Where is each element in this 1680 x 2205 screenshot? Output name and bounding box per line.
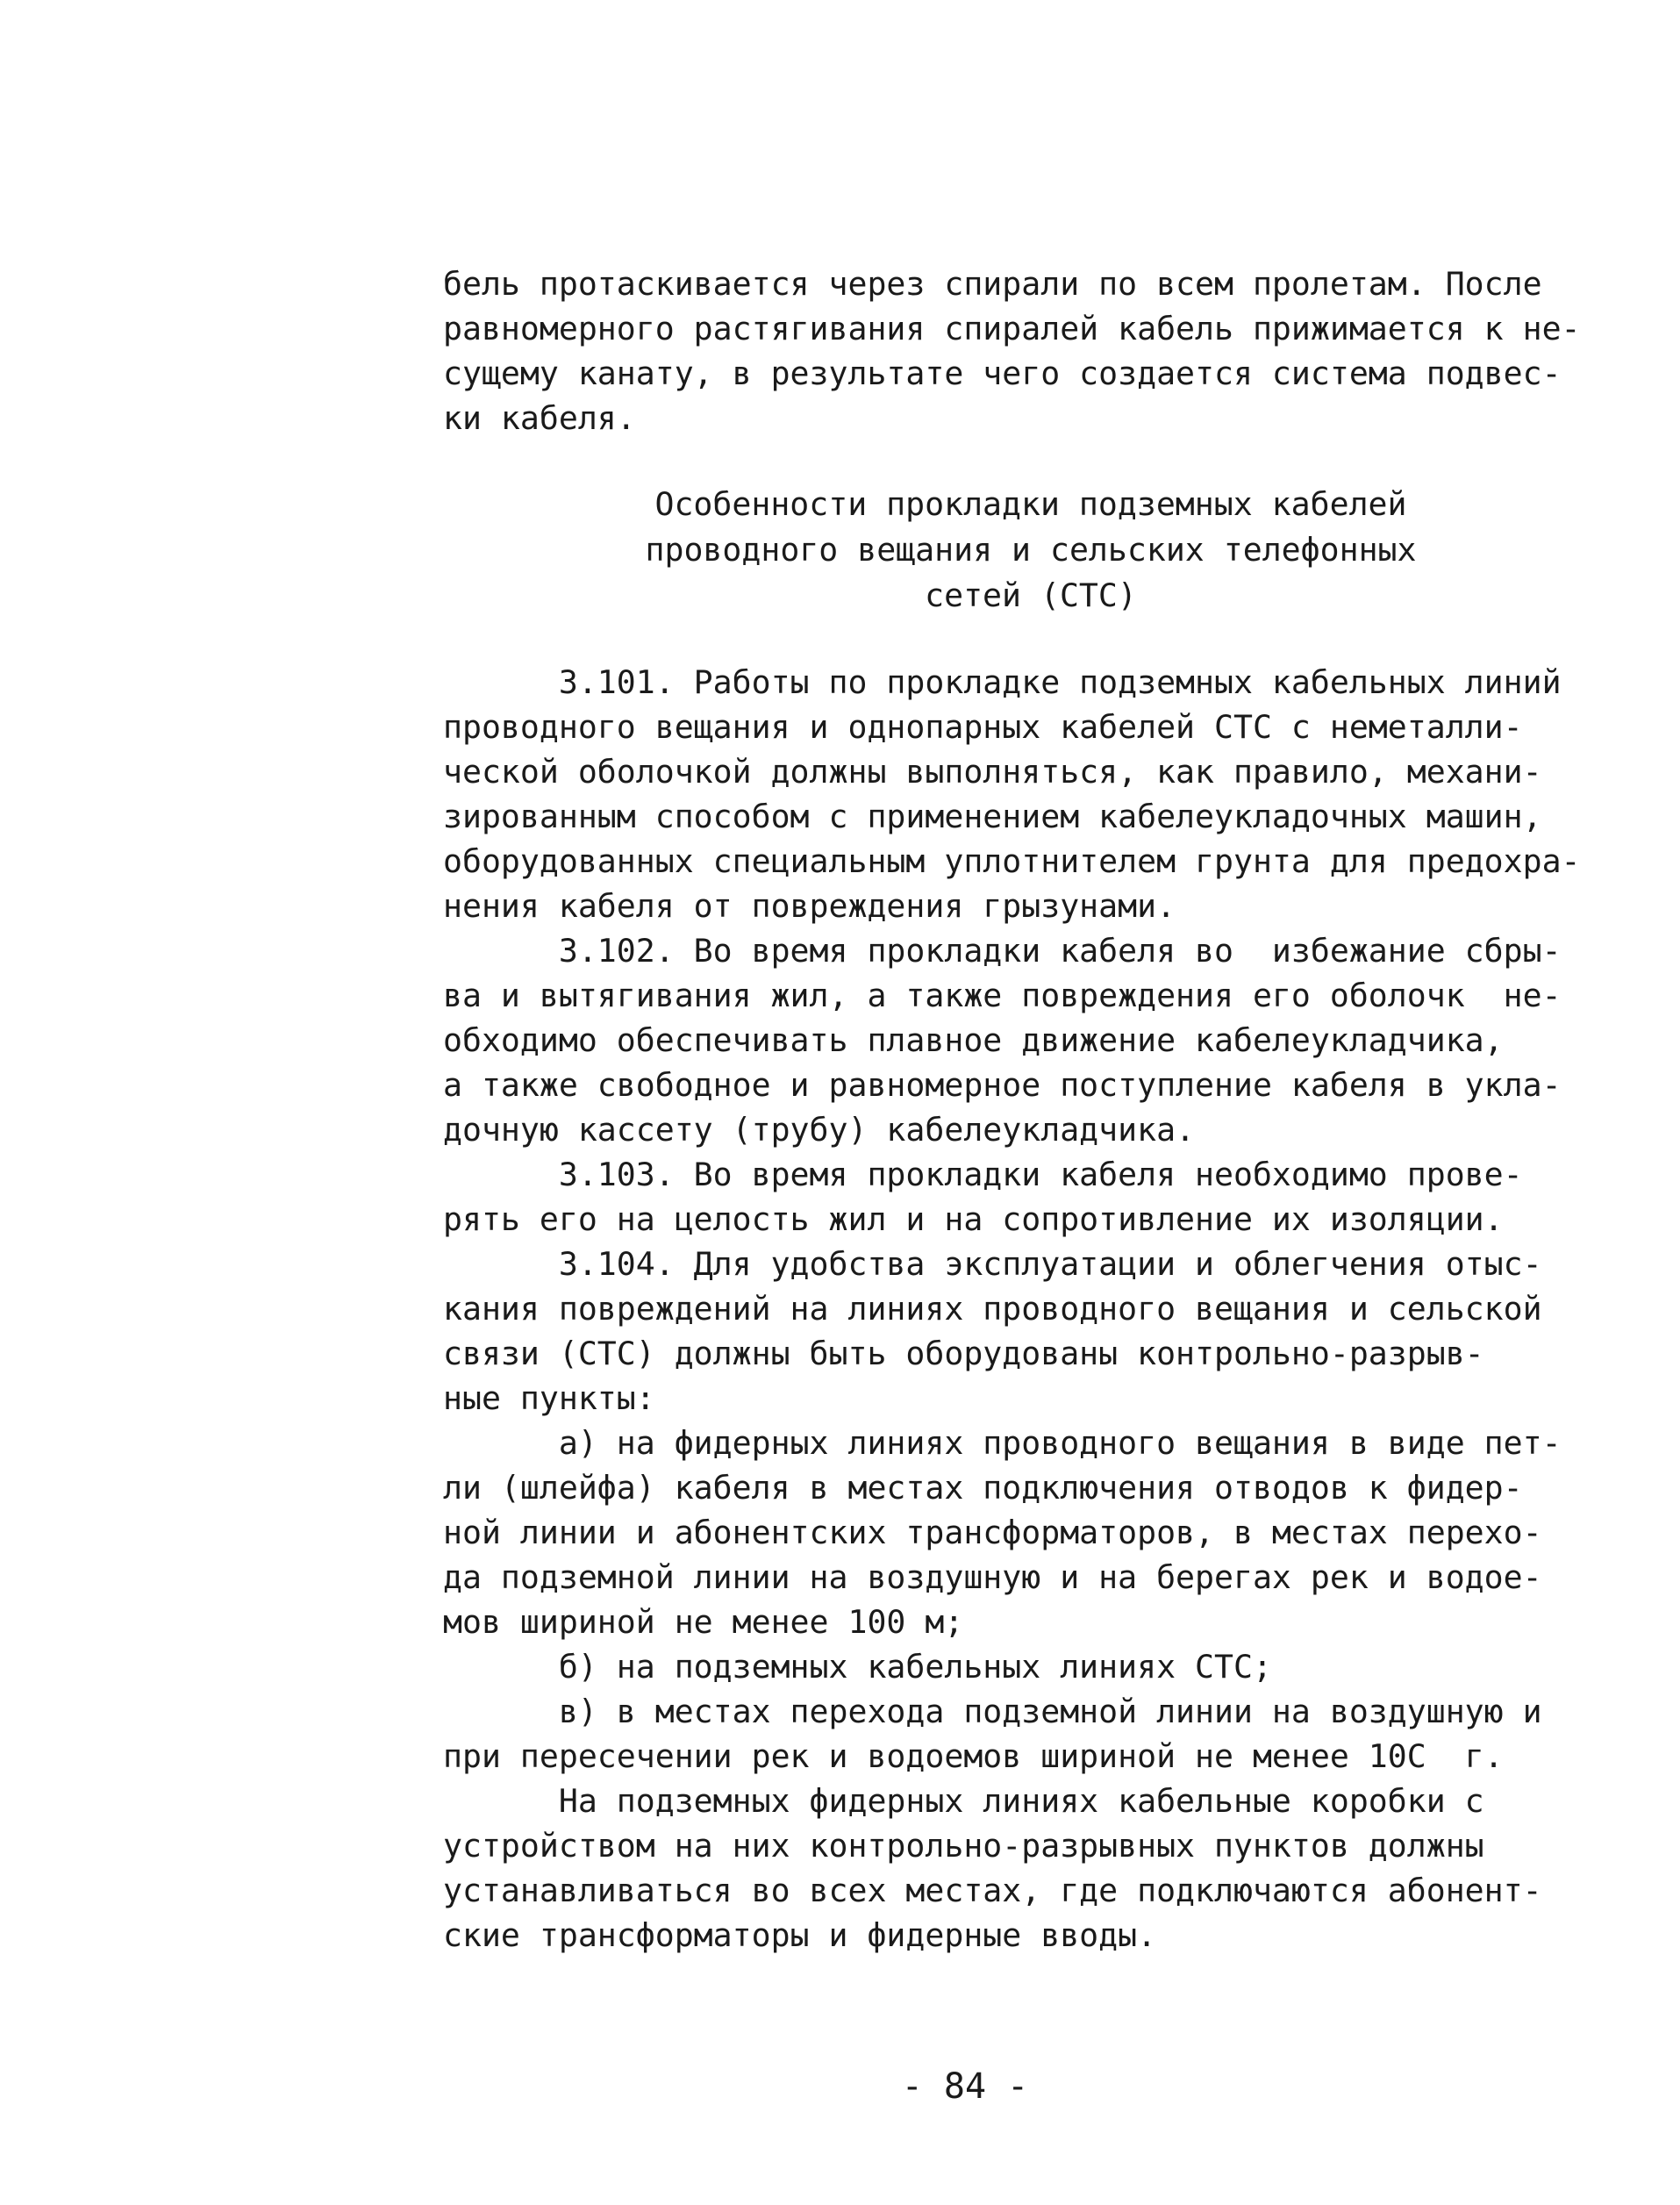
intro-paragraph [443,261,1654,440]
text-line: а также свободное и равномерное поступление кабеля в укла- [443,1066,1562,1104]
text-line: 3.103. Во время прокладки кабеля необходимо прове- [443,1156,1523,1193]
text-line: дочную кассету (трубу) кабелеукладчика. [443,1111,1196,1149]
body-text [443,660,1654,1958]
text-line: На подземных фидерных линиях кабельные коробки с [443,1782,1484,1820]
text-line: 3.104. Для удобства эксплуатации и облегчения отыс- [443,1245,1542,1283]
text-line: обходимо обеспечивать плавное движение кабелеукладчика, [443,1021,1504,1059]
text-line: ные пункты: [443,1379,655,1417]
text-line: ли (шлейфа) кабеля в местах подключения отводов к фидер- [443,1469,1523,1507]
text-line: да подземной линии на воздушную и на берегах рек и водое- [443,1558,1542,1596]
text-line: ва и вытягивания жил, а также повреждения его оболочк не- [443,977,1562,1014]
heading-line: Особенности прокладки подземных кабелей [654,485,1407,523]
text-line: проводного вещания и однопарных кабелей СТС с неметалли- [443,708,1523,746]
text-line: бель протаскивается через спирали по всем пролетам. После [443,265,1542,303]
text-line: ной линии и абонентских трансформаторов, в местах перехо- [443,1514,1542,1551]
text-line: сущему канату, в результате чего создается система подвес- [443,354,1562,392]
text-line: устанавливаться во всех местах, где подключаются абонент- [443,1872,1542,1909]
heading-line: проводного вещания и сельских телефонных [645,531,1417,569]
text-line: 3.102. Во время прокладки кабеля во избежание сбры- [443,932,1562,970]
text-line: устройством на них контрольно-разрывных пунктов должны [443,1827,1484,1865]
text-line: ческой оболочкой должны выполняться, как правило, механи- [443,753,1542,791]
text-line: при пересечении рек и водоемов шириной не менее 10С г. [443,1737,1504,1775]
text-line: рять его на целость жил и на сопротивление их изоляции. [443,1200,1504,1238]
text-line: в) в местах перехода подземной линии на воздушную и [443,1693,1542,1730]
text-line: нения кабеля от повреждения грызунами. [443,887,1176,925]
text-line: связи (СТС) должны быть оборудованы контрольно-разрыв- [443,1335,1484,1372]
text-line: ки кабеля. [443,399,636,437]
text-line: кания повреждений на линиях проводного вещания и сельской [443,1290,1542,1328]
text-line: б) на подземных кабельных линиях СТС; [443,1648,1272,1686]
section-heading [443,482,1619,619]
heading-line: сетей (СТС) [925,576,1137,614]
text-line: а) на фидерных линиях проводного вещания в виде пет- [443,1424,1562,1462]
text-line: ские трансформаторы и фидерные вводы. [443,1916,1157,1954]
text-line: равномерного растягивания спиралей кабель прижимается к не- [443,310,1581,347]
text-line: 3.101. Работы по прокладке подземных кабельных линий [443,663,1562,701]
page-number: - 84 - [901,2066,1029,2107]
text-line: оборудованных специальным уплотнителем грунта для предохра- [443,842,1581,880]
text-line: зированным способом с применением кабелеукладочных машин, [443,798,1542,835]
text-line: мов шириной не менее 100 м; [443,1603,964,1641]
